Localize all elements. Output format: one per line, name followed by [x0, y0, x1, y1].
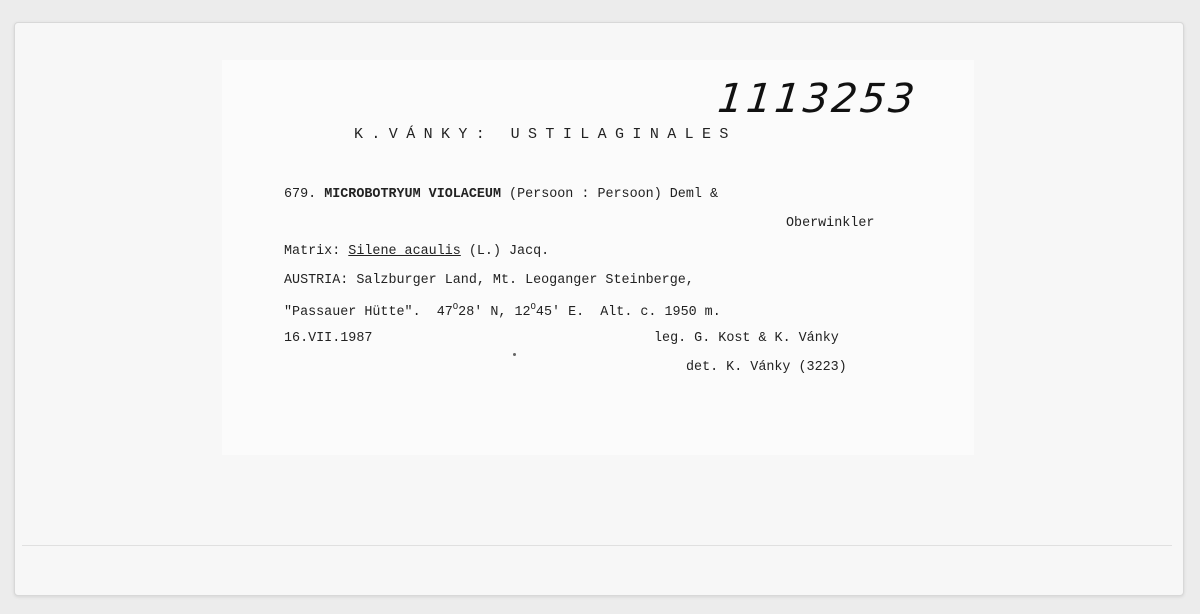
altitude: Alt. c. 1950 m. [600, 305, 721, 320]
locality-line-1: AUSTRIA: Salzburger Land, Mt. Leoganger Steinberge, [284, 273, 694, 288]
taxon-name: MICROBOTRYUM VIOLACEUM [324, 187, 501, 202]
specimen-number: 679. [284, 187, 317, 202]
matrix-label: Matrix: [284, 244, 341, 259]
taxon-line [284, 187, 718, 202]
matrix-host: Silene acaulis [348, 244, 461, 259]
determiner-line: det. K. Vánky (3223) [686, 360, 847, 375]
matrix-author: (L.) Jacq. [468, 244, 550, 259]
collector-line: leg. G. Kost & K. Vánky [654, 331, 839, 346]
latitude-rest: 28' N, [458, 305, 507, 320]
accession-number: 1113253 [715, 76, 920, 122]
label-header: K.VÁNKY: USTILAGINALES [354, 126, 737, 143]
longitude-degrees: 12 [514, 305, 531, 320]
degree-symbol-lon: O [530, 302, 536, 312]
matrix-line [284, 244, 549, 259]
locality-line-2 [284, 302, 721, 320]
envelope-fold-line [22, 545, 1172, 546]
locality-place: "Passauer Hütte". [284, 305, 421, 320]
collection-date: 16.VII.1987 [284, 331, 373, 346]
longitude-rest: 45' E. [535, 305, 585, 320]
latitude-degrees: 47 [436, 305, 453, 320]
authority-line-2: Oberwinkler [786, 216, 875, 231]
degree-symbol-lat: O [452, 302, 459, 312]
scan-speck [513, 353, 516, 356]
authority-line-1: (Persoon : Persoon) Deml & [509, 187, 718, 202]
